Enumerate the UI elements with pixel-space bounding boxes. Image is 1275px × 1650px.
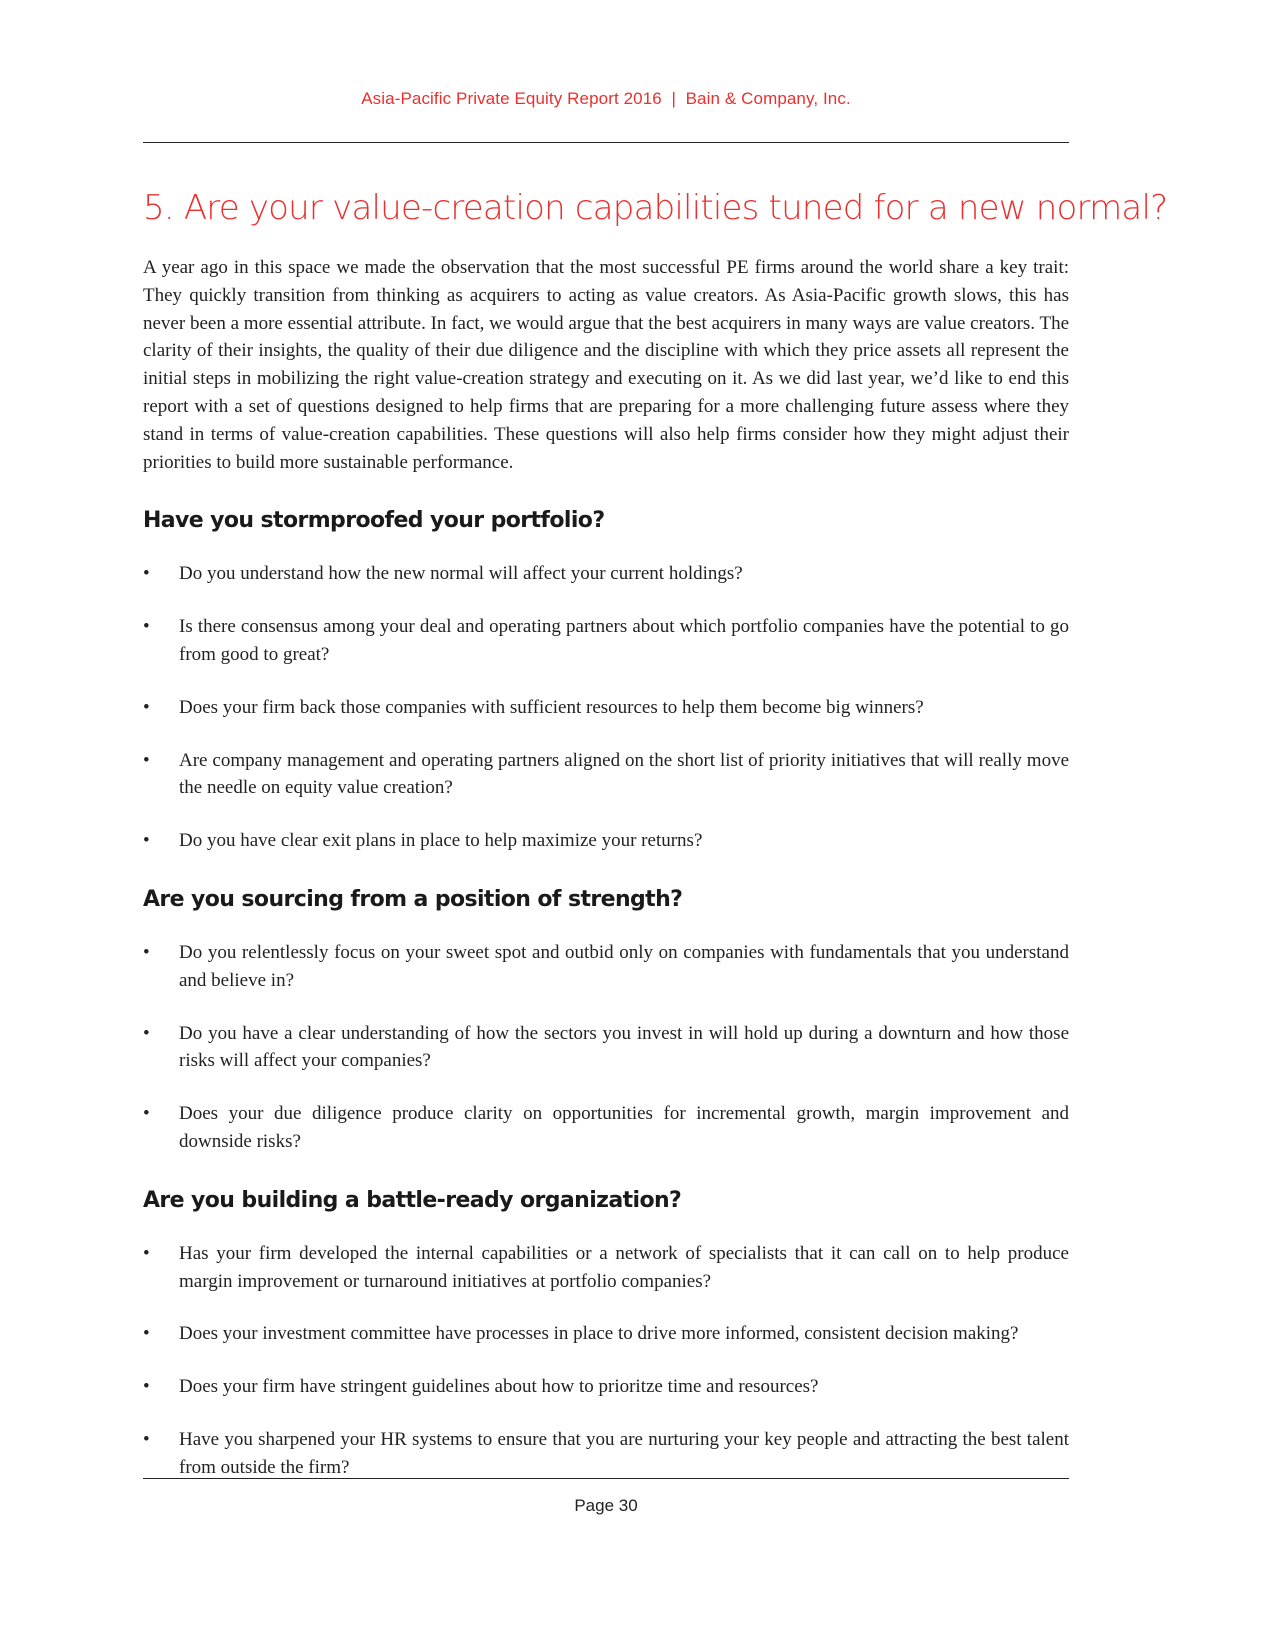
footer-divider bbox=[143, 1478, 1069, 1479]
question-list bbox=[143, 939, 1069, 1156]
list-item-text: Does your due diligence produce clarity on opportunities for incremental growth, margin improvement and downside risks? bbox=[179, 1103, 1069, 1152]
question-sections bbox=[143, 506, 1069, 1481]
list-item bbox=[143, 1373, 1069, 1401]
list-item bbox=[143, 560, 1069, 588]
bullet-icon: • bbox=[143, 563, 150, 585]
list-item-text: Do you relentlessly focus on your sweet spot and outbid only on companies with fundamentals that you understand and believe in? bbox=[179, 941, 1069, 991]
bullet-icon: • bbox=[143, 1428, 150, 1450]
header-divider bbox=[143, 142, 1069, 143]
list-item-text: Have you sharpened your HR systems to ensure that you are nurturing your key people and attracting the best talent from outside the firm? bbox=[179, 1428, 1069, 1478]
bullet-icon: • bbox=[143, 1103, 150, 1125]
body-content bbox=[143, 254, 1069, 1482]
question-list bbox=[143, 560, 1069, 855]
list-item bbox=[143, 694, 1069, 722]
list-item bbox=[143, 1426, 1069, 1482]
page-title: 5. Are your value-creation capabilities tuned for a new normal? bbox=[143, 188, 1168, 228]
list-item bbox=[143, 613, 1069, 669]
intro-paragraph: A year ago in this space we made the observation that the most successful PE firms around the world share a key trait: They quickly transition from thinking as acquirers to acting as value creators. As Asia-Pacific growth slows, this has never been a more essential attribute. In fact, we would argue that the best acquirers in many ways are value creators. The clarity of their insights, the quality of their due diligence and the discipline with which they price assets all represent the initial steps in mobilizing the right value-creation strategy and executing on it. As we did last year, we’d like to end this report with a set of questions designed to help firms that are preparing for a more challenging future assess where they stand in terms of value-creation capabilities. These questions will also help firms consider how they might adjust their priorities to build more sustainable performance. bbox=[143, 257, 1069, 473]
section-heading: Have you stormproofed your portfolio? bbox=[143, 508, 605, 534]
list-item bbox=[143, 1100, 1069, 1156]
list-item bbox=[143, 827, 1069, 855]
list-item bbox=[143, 1240, 1069, 1296]
list-item-text: Has your firm developed the internal capabilities or a network of specialists that it can call on to help produce margin improvement or turnaround initiatives at portfolio companies? bbox=[179, 1242, 1069, 1292]
list-item-text: Do you have clear exit plans in place to help maximize your returns? bbox=[179, 830, 703, 852]
section-heading: Are you building a battle-ready organization? bbox=[143, 1187, 682, 1213]
list-item bbox=[143, 1320, 1069, 1348]
bullet-icon: • bbox=[143, 1022, 150, 1044]
list-item-text: Is there consensus among your deal and operating partners about which portfolio companies have the potential to go from good to great? bbox=[179, 616, 1069, 665]
list-item bbox=[143, 939, 1069, 995]
bullet-icon: • bbox=[143, 941, 150, 963]
list-item-text: Does your firm back those companies with sufficient resources to help them become big winners? bbox=[179, 696, 924, 718]
list-item-text: Does your investment committee have processes in place to drive more informed, consistent decision making? bbox=[179, 1323, 1019, 1345]
bullet-icon: • bbox=[143, 1242, 150, 1264]
bullet-icon: • bbox=[143, 1323, 150, 1345]
question-list bbox=[143, 1240, 1069, 1482]
list-item-text: Are company management and operating partners aligned on the short list of priority initiatives that will really move the needle on equity value creation? bbox=[179, 749, 1069, 799]
list-item-text: Do you understand how the new normal will affect your current holdings? bbox=[179, 563, 743, 585]
section-heading: Are you sourcing from a position of strength? bbox=[143, 886, 683, 912]
page-number: Page 30 bbox=[574, 1496, 638, 1515]
bullet-icon: • bbox=[143, 616, 150, 638]
list-item bbox=[143, 1020, 1069, 1076]
bullet-icon: • bbox=[143, 749, 150, 771]
running-header: Asia-Pacific Private Equity Report 2016 | Bain & Company, Inc. bbox=[361, 89, 851, 108]
list-item-text: Does your firm have stringent guidelines about how to prioritze time and resources? bbox=[179, 1376, 819, 1398]
list-item-text: Do you have a clear understanding of how the sectors you invest in will hold up during a downturn and how those risks will affect your companies? bbox=[179, 1022, 1069, 1072]
bullet-icon: • bbox=[143, 696, 150, 718]
list-item bbox=[143, 747, 1069, 803]
bullet-icon: • bbox=[143, 830, 150, 852]
bullet-icon: • bbox=[143, 1376, 150, 1398]
